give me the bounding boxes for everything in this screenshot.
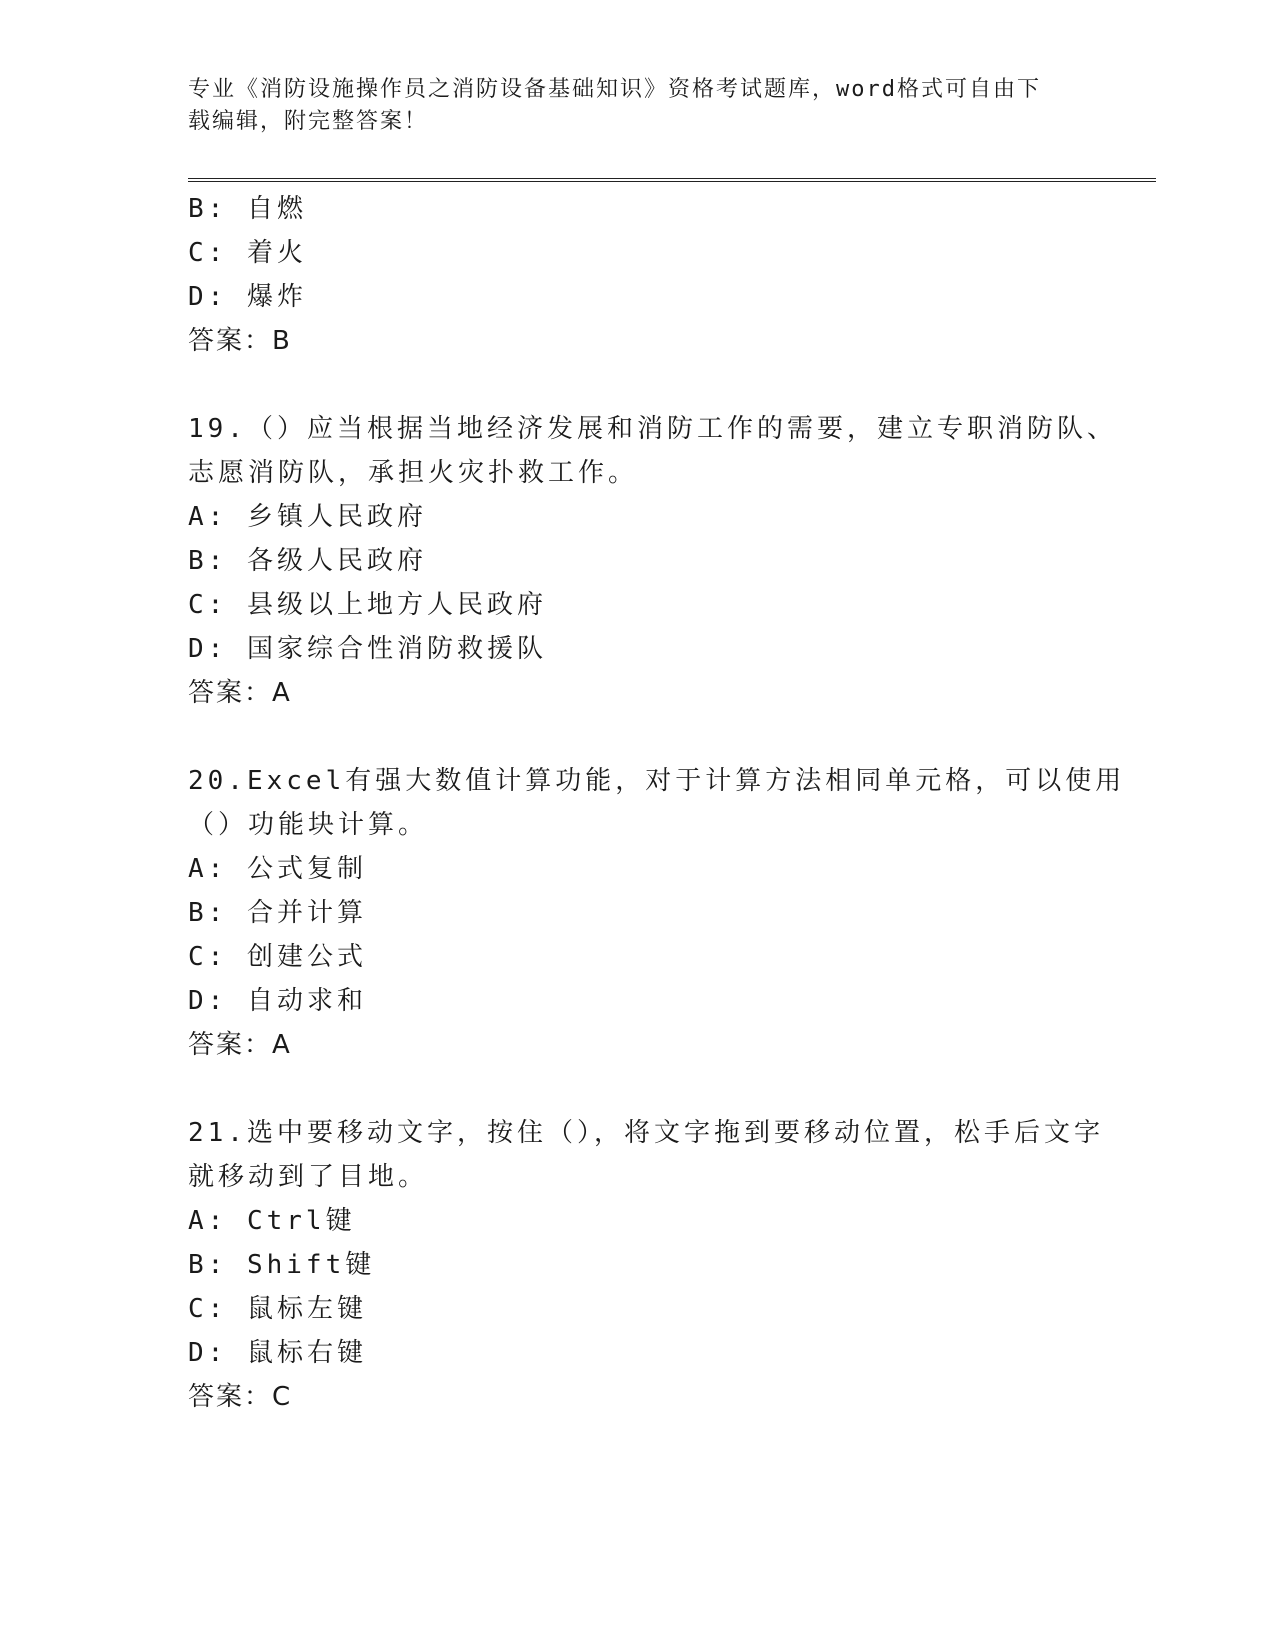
q21-answer: 答案：C <box>188 1382 293 1412</box>
q18-option-d: D: 爆炸 <box>188 282 307 312</box>
header-line-1: 专业《消防设施操作员之消防设备基础知识》资格考试题库，word格式可自由下 <box>188 77 1041 102</box>
page-header <box>188 74 1068 138</box>
q20-option-a: A: 公式复制 <box>188 854 367 884</box>
q21-stem-line-2: 就移动到了目地。 <box>188 1162 429 1192</box>
q21-stem-line-1: 21.选中要移动文字，按住（），将文字拖到要移动位置，松手后文字 <box>188 1118 1104 1148</box>
q18-answer: 答案：B <box>188 326 292 356</box>
q20-option-c: C: 创建公式 <box>188 942 367 972</box>
q20-option-b: B: 合并计算 <box>188 898 367 928</box>
q19-stem-line-1: 19.（）应当根据当地经济发展和消防工作的需要，建立专职消防队、 <box>188 414 1117 444</box>
q21-option-a: A: Ctrl键 <box>188 1206 356 1236</box>
q19-stem-line-2: 志愿消防队，承担火灾扑救工作。 <box>188 458 639 488</box>
q19-option-a: A: 乡镇人民政府 <box>188 502 427 532</box>
q19-answer: 答案：A <box>188 678 292 708</box>
q20-answer: 答案：A <box>188 1030 292 1060</box>
q21-option-d: D: 鼠标右键 <box>188 1338 367 1368</box>
q20-stem-line-1: 20.Excel有强大数值计算功能，对于计算方法相同单元格，可以使用 <box>188 766 1126 796</box>
q19-option-c: C: 县级以上地方人民政府 <box>188 590 547 620</box>
q18-option-c: C: 着火 <box>188 238 307 268</box>
q19-option-d: D: 国家综合性消防救援队 <box>188 634 547 664</box>
header-divider <box>188 178 1156 182</box>
q18-option-b: B: 自燃 <box>188 194 307 224</box>
header-line-2: 载编辑，附完整答案！ <box>188 109 429 134</box>
q20-option-d: D: 自动求和 <box>188 986 367 1016</box>
q21-option-c: C: 鼠标左键 <box>188 1294 367 1324</box>
q20-stem-line-2: （）功能块计算。 <box>188 810 429 840</box>
q19-option-b: B: 各级人民政府 <box>188 546 427 576</box>
q21-option-b: B: Shift键 <box>188 1250 376 1280</box>
